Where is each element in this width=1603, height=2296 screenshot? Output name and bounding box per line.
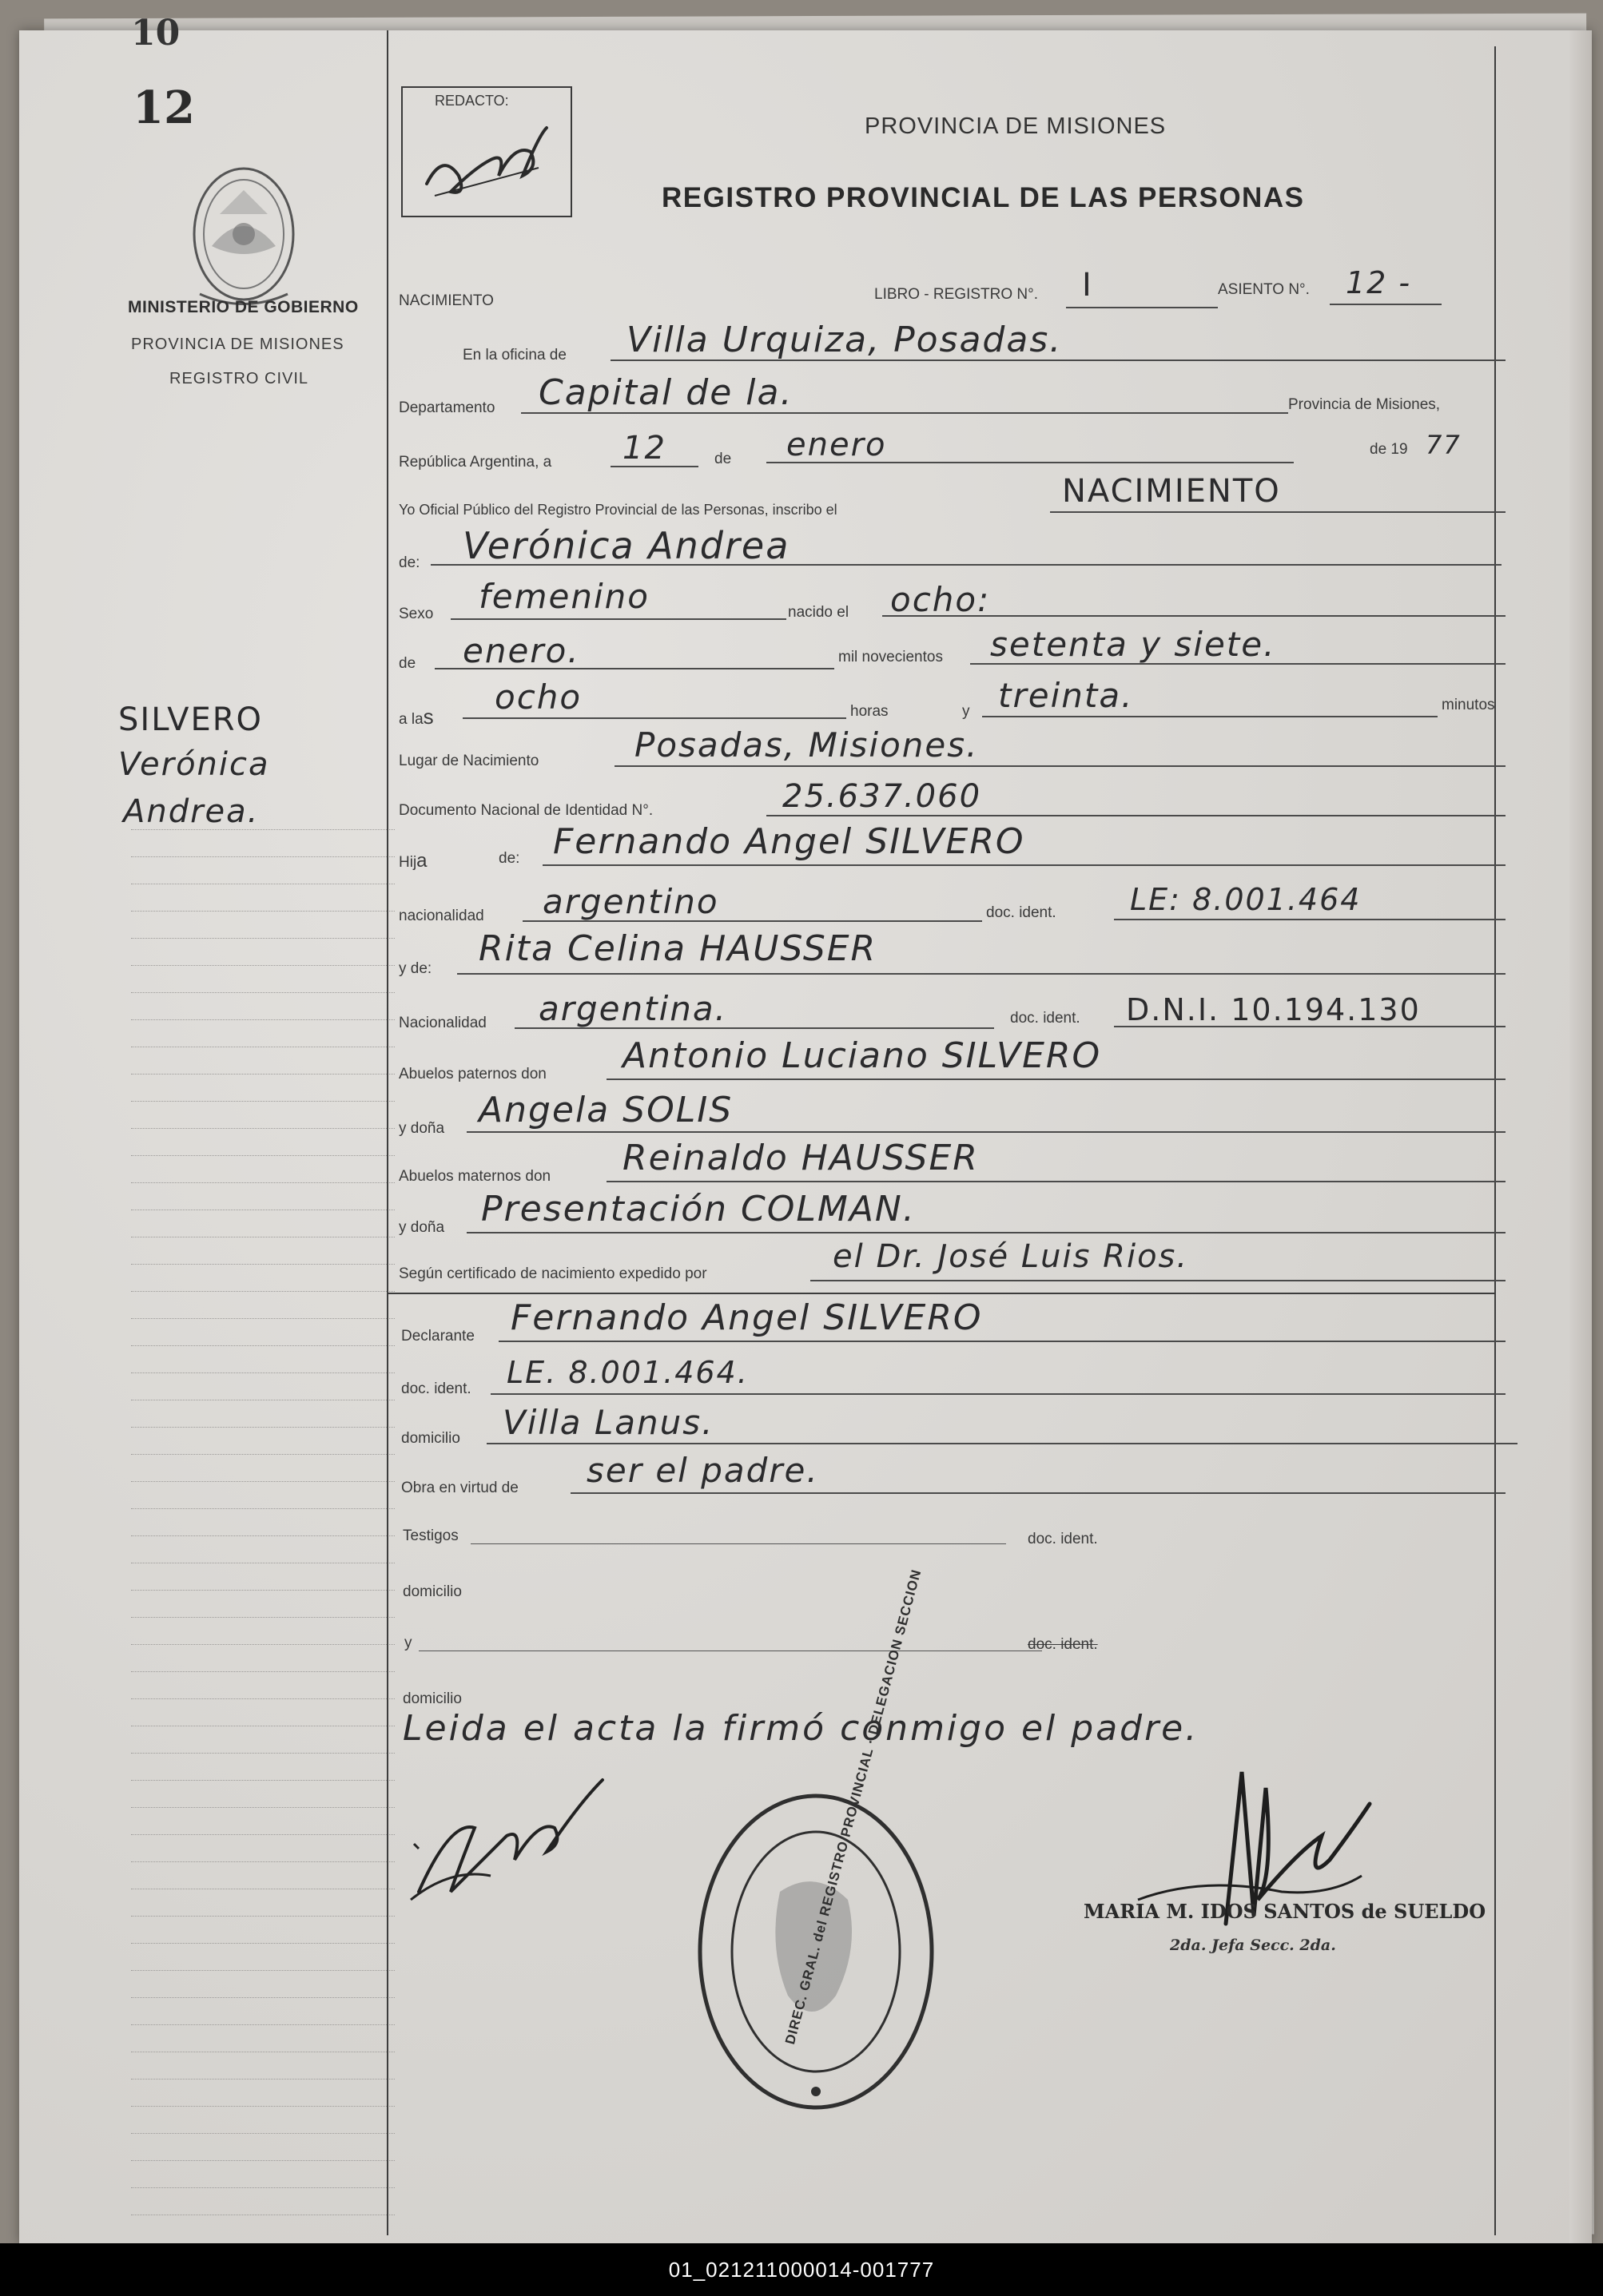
seal-ring-text: DIREC. GRAL. del REGISTRO PROVINCIAL · DELEGACION SECCION	[782, 1567, 925, 2047]
nacido-label: nacido el	[788, 604, 849, 621]
stub-ruled-line	[131, 1644, 395, 1645]
mes-value: enero	[786, 427, 887, 463]
nac1-label: nacionalidad	[399, 908, 484, 924]
asiento-line	[1330, 304, 1442, 305]
abp-value: Antonio Luciano SILVERO	[623, 1035, 1102, 1076]
obra-label: Obra en virtud de	[401, 1480, 519, 1496]
sexo-line	[451, 618, 786, 620]
hija-label-b: a	[416, 850, 428, 872]
stub-registry: REGISTRO CIVIL	[169, 370, 309, 387]
libro-label: LIBRO - REGISTRO N°.	[874, 286, 1039, 303]
stub-ruled-line	[131, 1101, 395, 1102]
doc2-label: doc. ident.	[1010, 1010, 1080, 1027]
stub-ruled-line	[131, 2024, 395, 2025]
lugar-value: Posadas, Misiones.	[634, 725, 979, 765]
stub-ministry: MINISTERIO DE GOBIERNO	[128, 298, 359, 316]
testigos-doc-label: doc. ident.	[1028, 1531, 1098, 1547]
ydona1-value: Angela SOLIS	[479, 1090, 734, 1130]
stub-top-number: 10	[131, 13, 181, 54]
section-separator	[387, 1293, 1494, 1294]
doc2-value: D.N.I. 10.194.130	[1126, 992, 1421, 1027]
sexo-label: Sexo	[399, 606, 434, 622]
cert-line	[810, 1280, 1506, 1281]
departamento-line	[521, 412, 1288, 414]
stub-ruled-line	[131, 1535, 395, 1536]
nac2-value: argentina.	[539, 989, 727, 1028]
year-value: 77	[1426, 430, 1462, 460]
stub-ruled-line	[131, 1861, 395, 1862]
declarante-label: Declarante	[401, 1328, 475, 1345]
ydel-label: y de:	[399, 960, 432, 977]
stub-ruled-line	[131, 1590, 395, 1591]
nombre-value: Verónica Andrea	[463, 524, 790, 567]
redacto-box	[401, 86, 572, 217]
padre-value: Fernando Angel SILVERO	[553, 821, 1025, 862]
abm-value: Reinaldo HAUSSER	[623, 1138, 979, 1178]
oficina-line	[611, 359, 1506, 361]
stub-ruled-line	[131, 1916, 395, 1917]
stub-ruled-line	[131, 1780, 395, 1781]
edge-wear	[1569, 30, 1592, 2243]
libro-line	[1066, 307, 1218, 308]
departamento-value: Capital de la.	[539, 372, 794, 413]
minutos-line	[982, 716, 1438, 717]
stub-ruled-line	[131, 2079, 395, 2080]
officer-signature	[403, 1772, 626, 1916]
nac2-label: Nacionalidad	[399, 1015, 487, 1031]
stub-ruled-line	[131, 1671, 395, 1672]
stub-ruled-line	[131, 1019, 395, 1020]
file-id: 01_021211000014-001777	[668, 2258, 935, 2282]
dni-label: Documento Nacional de Identidad N°.	[399, 802, 654, 819]
madre-value: Rita Celina HAUSSER	[479, 928, 877, 969]
stub-ruled-line	[131, 1182, 395, 1183]
doc2-line	[1114, 1026, 1506, 1027]
coat-of-arms-icon	[184, 158, 304, 310]
form-right-border	[1494, 46, 1496, 2235]
de3-label: de	[399, 655, 416, 672]
stub-ruled-line	[131, 1970, 395, 1971]
margin-note-surname: SILVERO	[118, 701, 263, 738]
domicilio2-label: domicilio	[403, 1583, 462, 1600]
stub-province: PROVINCIA DE MISIONES	[131, 336, 344, 353]
mil-label: mil novecientos	[838, 649, 943, 665]
header-title: REGISTRO PROVINCIAL DE LAS PERSONAS	[662, 182, 1305, 213]
stub-ruled-line	[131, 1372, 395, 1373]
decl-doc-value: LE. 8.001.464.	[507, 1355, 749, 1390]
cert-label: Según certificado de nacimiento expedido por	[399, 1265, 707, 1282]
stub-ruled-line	[131, 1943, 395, 1944]
stub-ruled-line	[131, 1997, 395, 1998]
stub-ruled-line	[131, 856, 395, 857]
stub-ruled-line	[131, 1753, 395, 1754]
stub-ruled-line	[131, 829, 395, 830]
closing-text: Leida el acta la firmó conmigo el padre.	[403, 1708, 1199, 1749]
nombre-line	[431, 564, 1502, 566]
hija-de-label: de:	[499, 850, 520, 867]
nacido-value: ocho:	[890, 580, 991, 619]
nac2-line	[515, 1027, 994, 1029]
hija-label	[399, 850, 428, 872]
hija-label-a: Hij	[399, 854, 417, 871]
form-left-border	[387, 30, 388, 2235]
certificate-page	[19, 13, 1592, 2243]
margin-note-name: Verónica	[118, 746, 270, 783]
official-line	[1050, 511, 1506, 513]
decl-doc-label: doc. ident.	[401, 1380, 471, 1397]
oficina-label: En la oficina de	[463, 347, 567, 363]
sexo-value: femenino	[479, 577, 650, 616]
stub-ruled-line	[131, 1454, 395, 1455]
abm-line	[607, 1181, 1506, 1182]
margin-note-name2: Andrea.	[123, 793, 260, 830]
record-type-label: NACIMIENTO	[399, 292, 494, 309]
de3-value: enero.	[463, 631, 580, 670]
ydona2-value: Presentación COLMAN.	[481, 1189, 916, 1229]
redacto-label: REDACTO:	[435, 93, 509, 109]
stub-ruled-line	[131, 965, 395, 966]
lugar-line	[615, 765, 1506, 767]
ydona2-line	[467, 1232, 1506, 1233]
stub-number: 12	[133, 81, 195, 134]
y2-label: y	[404, 1635, 412, 1651]
declarante-value: Fernando Angel SILVERO	[511, 1297, 983, 1338]
madre-line	[457, 973, 1506, 975]
minutos-value: treinta.	[998, 676, 1134, 715]
dni-value: 25.637.060	[782, 778, 982, 815]
year-label: de 19	[1370, 441, 1408, 458]
dia-value: 12	[623, 430, 666, 467]
file-id-band	[0, 2243, 1603, 2296]
abm-label: Abuelos maternos don	[399, 1168, 551, 1185]
stub-ruled-line	[131, 1481, 395, 1482]
decl-domicilio-label: domicilio	[401, 1430, 460, 1447]
nacido-line	[882, 615, 1506, 617]
abp-line	[607, 1078, 1506, 1080]
mil-value: setenta y siete.	[990, 625, 1276, 664]
nac1-line	[523, 920, 982, 922]
mes-line	[766, 462, 1294, 463]
stub-ruled-line	[131, 938, 395, 939]
alas-label-b: s	[423, 705, 434, 729]
domicilio3-label: domicilio	[403, 1690, 462, 1707]
nombre-de-label: de:	[399, 554, 420, 571]
y2-line	[419, 1650, 1042, 1651]
decl-domicilio-value: Villa Lanus.	[503, 1403, 714, 1442]
stub-ruled-line	[131, 1291, 395, 1292]
testigos-label: Testigos	[403, 1527, 459, 1544]
stub-ruled-line	[131, 2187, 395, 2188]
hora-value: ocho	[495, 677, 583, 717]
doc1-label: doc. ident.	[986, 904, 1056, 921]
oficina-value: Villa Urquiza, Posadas.	[626, 320, 1063, 360]
stub-ruled-line	[131, 1508, 395, 1509]
lugar-label: Lugar de Nacimiento	[399, 753, 539, 769]
testigos-line	[471, 1543, 1006, 1544]
ydona1-label: y doña	[399, 1120, 445, 1137]
nac1-value: argentino	[543, 882, 719, 921]
declarante-line	[499, 1341, 1506, 1342]
signatory-role: 2da. Jefa Secc. 2da.	[1170, 1937, 1336, 1954]
hora-line	[463, 717, 846, 719]
minutos-label: minutos	[1442, 697, 1495, 713]
padre-line	[543, 864, 1506, 866]
abp-label: Abuelos paternos don	[399, 1066, 547, 1082]
de-label: de	[714, 451, 732, 467]
provincia-suffix: Provincia de Misiones,	[1288, 396, 1441, 413]
stub-ruled-line	[131, 1155, 395, 1156]
alas-label-a: a la	[399, 711, 424, 728]
stub-ruled-line	[131, 1698, 395, 1699]
stub-ruled-line	[131, 992, 395, 993]
alas-label	[399, 705, 434, 729]
header-province: PROVINCIA DE MISIONES	[865, 113, 1167, 139]
asiento-value: 12 -	[1346, 265, 1412, 300]
stub-ruled-line	[131, 1834, 395, 1835]
official-text: Yo Oficial Público del Registro Provincial de las Personas, inscribo el	[399, 502, 837, 518]
libro-value: I	[1082, 267, 1093, 304]
stub-ruled-line	[131, 1074, 395, 1075]
stub-ruled-line	[131, 2133, 395, 2134]
stub-ruled-line	[131, 1318, 395, 1319]
ydona2-label: y doña	[399, 1219, 445, 1236]
doc3-label: doc. ident.	[1028, 1636, 1098, 1653]
official-value: NACIMIENTO	[1062, 473, 1281, 510]
official-seal	[692, 1567, 940, 2115]
stub-ruled-line	[131, 911, 395, 912]
decl-domicilio-line	[487, 1443, 1517, 1444]
stub-ruled-line	[131, 2106, 395, 2107]
decl-doc-line	[491, 1393, 1506, 1395]
redacto-signature	[419, 120, 555, 208]
horas-label: horas	[850, 703, 889, 720]
stub-ruled-line	[131, 1264, 395, 1265]
doc1-value: LE: 8.001.464	[1130, 882, 1362, 917]
obra-value: ser el padre.	[587, 1451, 819, 1490]
dni-line	[766, 815, 1506, 816]
departamento-label: Departamento	[399, 399, 495, 416]
doc1-line	[1114, 919, 1506, 920]
signatory-name: MARIA M. IDOS SANTOS de SUELDO	[1084, 1900, 1486, 1923]
ydona1-line	[467, 1131, 1506, 1133]
de3-line	[435, 668, 834, 669]
asiento-label: ASIENTO N°.	[1218, 281, 1310, 298]
dia-line	[611, 466, 698, 467]
stub-ruled-line	[131, 1427, 395, 1428]
republica-label: República Argentina, a	[399, 454, 552, 471]
obra-line	[571, 1492, 1506, 1494]
y-label: y	[962, 703, 970, 720]
stub-ruled-line	[131, 1807, 395, 1808]
stub-ruled-line	[131, 1617, 395, 1618]
cert-value: el Dr. José Luis Rios.	[833, 1238, 1189, 1275]
stub-ruled-line	[131, 2160, 395, 2161]
stub-ruled-line	[131, 1345, 395, 1346]
mil-line	[970, 663, 1506, 665]
stub-ruled-line	[131, 1128, 395, 1129]
